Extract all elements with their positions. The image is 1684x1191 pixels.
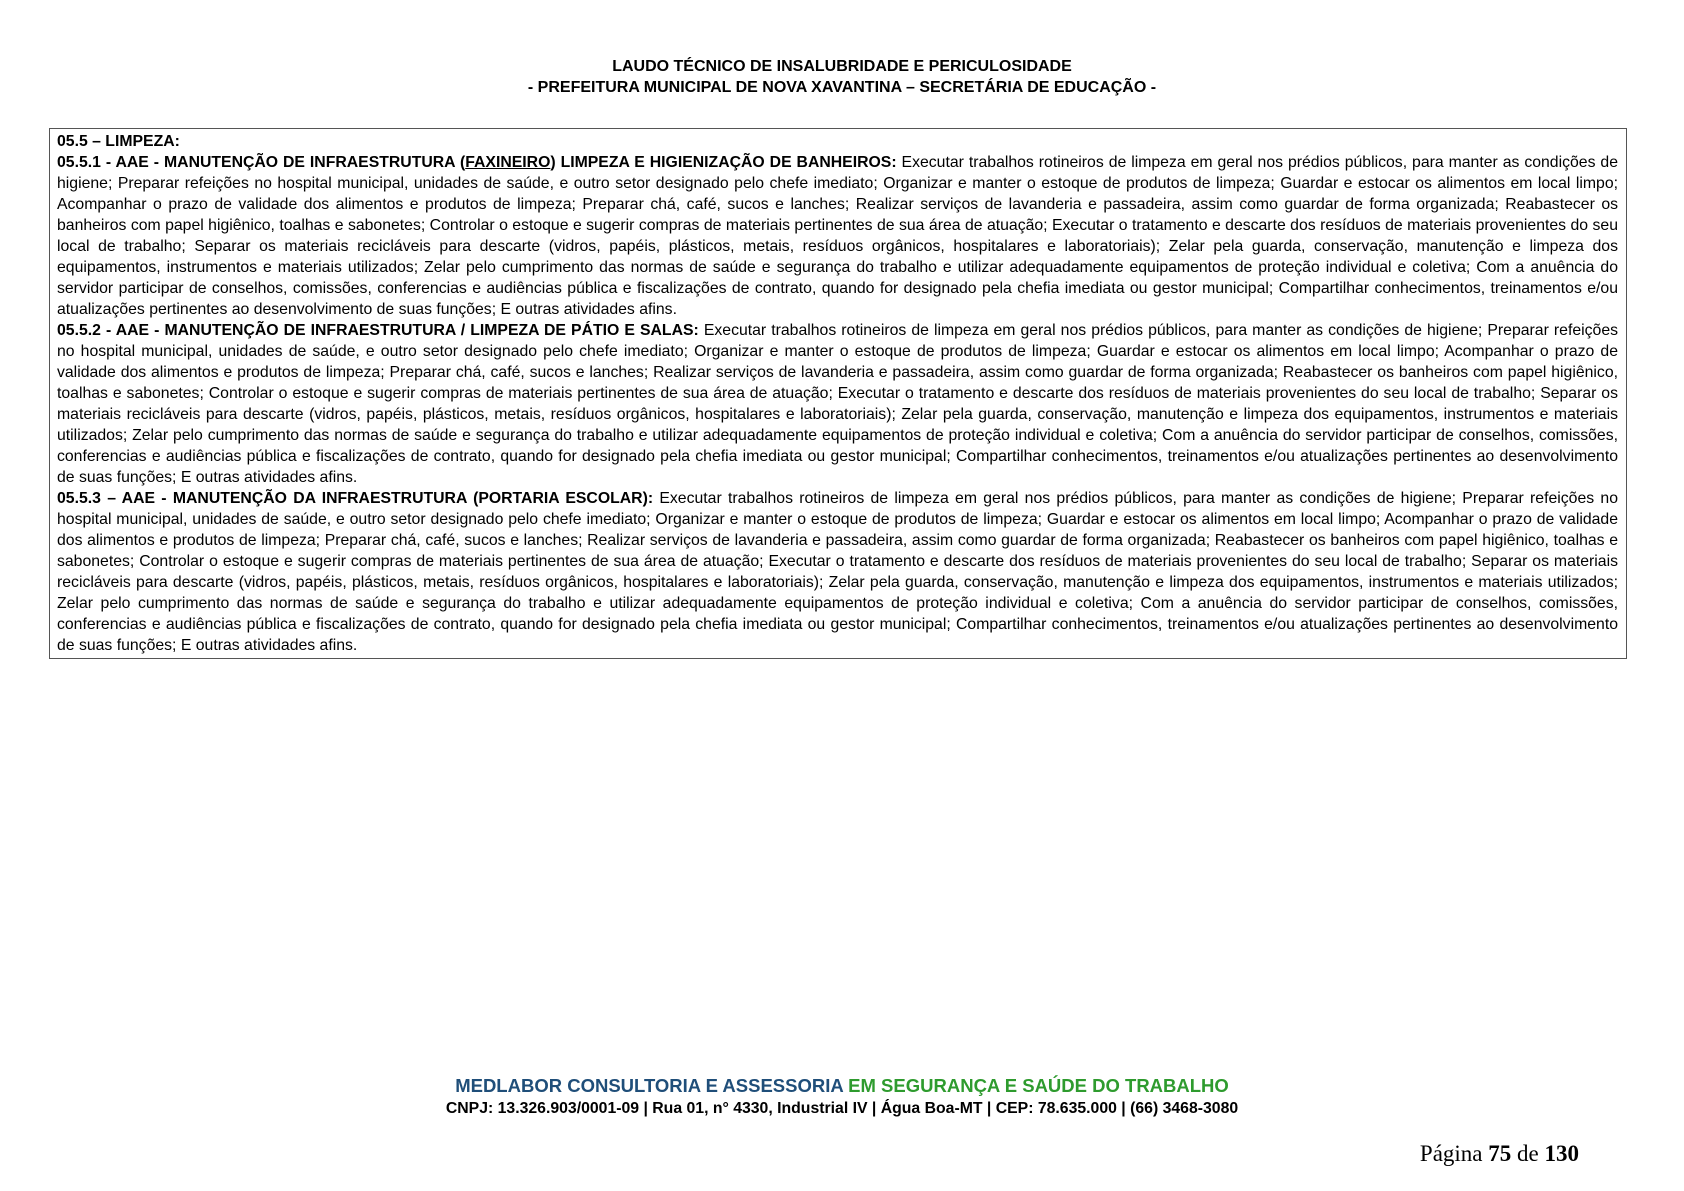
company-name-part2: EM SEGURANÇA E SAÚDE DO TRABALHO: [848, 1075, 1229, 1096]
document-footer: [0, 1075, 1684, 1119]
page-label: Página: [1419, 1141, 1483, 1166]
company-name: [0, 1075, 1684, 1097]
page-separator: de: [1517, 1141, 1539, 1166]
company-name-part1: MEDLABOR CONSULTORIA E ASSESSORIA: [455, 1075, 844, 1096]
header-title: LAUDO TÉCNICO DE INSALUBRIDADE E PERICULOSIDADE: [612, 58, 1072, 75]
header-subtitle: - PREFEITURA MUNICIPAL DE NOVA XAVANTINA – SECRETÁRIA DE EDUCAÇÃO -: [527, 79, 1157, 96]
item-title-prefix: 05.5.1 - AAE - MANUTENÇÃO DE INFRAESTRUTURA (: [57, 154, 466, 171]
page-current: 75: [1488, 1141, 1512, 1166]
item-title: [57, 154, 897, 171]
section-heading: 05.5 – LIMPEZA:: [57, 133, 180, 150]
item-body: Executar trabalhos rotineiros de limpeza em geral nos prédios públicos, para manter as condições de higiene; Preparar refeições no hospital municipal, unidades de saúde, e outro setor designado pelo chefe imediato; Organizar e manter o estoque de produtos de limpeza; Guardar e estocar os alimentos em local limpo; Acompanhar o prazo de validade dos alimentos e produtos de limpeza; Preparar chá, café, sucos e lanches; Realizar serviços de lavanderia e passadeira, assim como guardar de forma organizada; Reabastecer os banheiros com papel higiênico, toalhas e sabonetes; Controlar o estoque e sugerir compras de materiais pertinentes de sua área de atuação; Executar o tratamento e descarte dos resíduos de materiais provenientes do seu local de trabalho; Separar os materiais recicláveis para descarte (vidros, papéis, plásticos, metais, resíduos orgânicos, hospitalares e laboratoriais); Zelar pela guarda, conservação, manutenção e limpeza dos equipamentos, instrumentos e materiais utilizados; Zelar pelo cumprimento das normas de saúde e segurança do trabalho e utilizar adequadamente equipamentos de proteção individual e coletiva; Com a anuência do servidor participar de conselhos, comissões, conferencias e audiências pública e fiscalizações de contrato, quando for designado pela chefia imediata ou gestor municipal; Compartilhar conhecimentos, treinamentos e/ou atualizações pertinentes ao desenvolvimento de suas funções; E outras atividades afins.: [57, 322, 1618, 486]
limpeza-section-box: [49, 128, 1627, 659]
item-title-underlined: FAXINEIRO: [465, 154, 551, 171]
company-address: CNPJ: 13.326.903/0001-09 | Rua 01, n° 4330, Industrial IV | Água Boa-MT | CEP: 78.635.000 | (66) 3468-3080: [445, 1100, 1239, 1117]
item-05-5-2: [57, 320, 1618, 488]
item-title: 05.5.2 - AAE - MANUTENÇÃO DE INFRAESTRUTURA / LIMPEZA DE PÁTIO E SALAS:: [57, 322, 699, 339]
item-body: Executar trabalhos rotineiros de limpeza em geral nos prédios públicos, para manter as condições de higiene; Preparar refeições no hospital municipal, unidades de saúde, e outro setor designado pelo chefe imediato; Organizar e manter o estoque de produtos de limpeza; Guardar e estocar os alimentos em local limpo; Acompanhar o prazo de validade dos alimentos e produtos de limpeza; Preparar chá, café, sucos e lanches; Realizar serviços de lavanderia e passadeira, assim como guardar de forma organizada; Reabastecer os banheiros com papel higiênico, toalhas e sabonetes; Controlar o estoque e sugerir compras de materiais pertinentes de sua área de atuação; Executar o tratamento e descarte dos resíduos de materiais provenientes do seu local de trabalho; Separar os materiais recicláveis para descarte (vidros, papéis, plásticos, metais, resíduos orgânicos, hospitalares e laboratoriais); Zelar pela guarda, conservação, manutenção e limpeza dos equipamentos, instrumentos e materiais utilizados; Zelar pelo cumprimento das normas de saúde e segurança do trabalho e utilizar adequadamente equipamentos de proteção individual e coletiva; Com a anuência do servidor participar de conselhos, comissões, conferencias e audiências pública e fiscalizações de contrato, quando for designado pela chefia imediata ou gestor municipal; Compartilhar conhecimentos, treinamentos e/ou atualizações pertinentes ao desenvolvimento de suas funções; E outras atividades afins.: [57, 490, 1618, 654]
item-title-suffix: ) LIMPEZA E HIGIENIZAÇÃO DE BANHEIROS:: [550, 154, 897, 171]
item-05-5-3: [57, 488, 1618, 656]
item-body: Executar trabalhos rotineiros de limpeza em geral nos prédios públicos, para manter as condições de higiene; Preparar refeições no hospital municipal, unidades de saúde, e outro setor designado pelo chefe imediato; Organizar e manter o estoque de produtos de limpeza; Guardar e estocar os alimentos em local limpo; Acompanhar o prazo de validade dos alimentos e produtos de limpeza; Preparar chá, café, sucos e lanches; Realizar serviços de lavanderia e passadeira, assim como guardar de forma organizada; Reabastecer os banheiros com papel higiênico, toalhas e sabonetes; Controlar o estoque e sugerir compras de materiais pertinentes de sua área de atuação; Executar o tratamento e descarte dos resíduos de materiais provenientes do seu local de trabalho; Separar os materiais recicláveis para descarte (vidros, papéis, plásticos, metais, resíduos orgânicos, hospitalares e laboratoriais); Zelar pela guarda, conservação, manutenção e limpeza dos equipamentos, instrumentos e materiais utilizados; Zelar pelo cumprimento das normas de saúde e segurança do trabalho e utilizar adequadamente equipamentos de proteção individual e coletiva; Com a anuência do servidor participar de conselhos, comissões, conferencias e audiências pública e fiscalizações de contrato, quando for designado pela chefia imediata ou gestor municipal; Compartilhar conhecimentos, treinamentos e/ou atualizações pertinentes ao desenvolvimento de suas funções; E outras atividades afins.: [57, 154, 1618, 318]
document-header: [0, 56, 1684, 98]
page-total: 130: [1544, 1141, 1579, 1166]
item-title: 05.5.3 – AAE - MANUTENÇÃO DA INFRAESTRUTURA (PORTARIA ESCOLAR):: [57, 490, 654, 507]
page-number: [1420, 1141, 1579, 1167]
item-05-5-1: [57, 152, 1618, 320]
